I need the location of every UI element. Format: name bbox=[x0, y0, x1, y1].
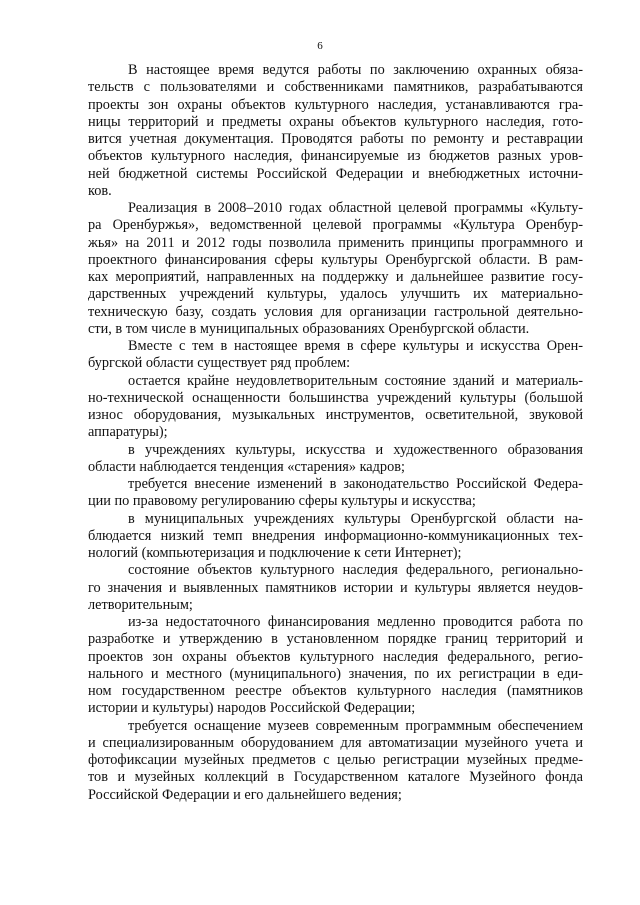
paragraph-line: износ оборудования, музыкальных инструментов, осветительной, звуковой bbox=[88, 407, 583, 423]
paragraph-line: требуется оснащение музеев современным программным обеспечением bbox=[128, 717, 583, 734]
paragraph-line: ках мероприятий, направленных на поддержку и дальнейшее развитие госу- bbox=[88, 269, 583, 285]
paragraph-line: требуется внесение изменений в законодательство Российской Федера- bbox=[128, 476, 583, 492]
paragraph-line: сти, в том числе в муниципальных образованиях Оренбургской области. bbox=[88, 320, 530, 337]
paragraph-line: ра Оренбуржья», ведомственной целевой программы «Культура Оренбур- bbox=[88, 217, 583, 234]
paragraph-line: ции по правовому регулированию сферы культуры и искусства; bbox=[88, 493, 476, 510]
paragraph-p6 bbox=[88, 476, 583, 511]
paragraph-line: из-за недостаточного финансирования медленно проводится работа по bbox=[128, 614, 583, 630]
paragraph-line: бургской области существует ряд проблем: bbox=[88, 355, 351, 372]
page-number: 6 bbox=[317, 40, 323, 52]
paragraph-line: проектного финансирования сферы культуры Оренбургской области. В рам- bbox=[88, 251, 583, 268]
paragraph-line: Российской Федерации и его дальнейшего ведения; bbox=[88, 786, 402, 803]
paragraph-line: объектов культурного наследия, финансируемые из бюджетов разных уров- bbox=[88, 148, 583, 165]
paragraph-line: аппаратуры); bbox=[88, 424, 168, 441]
paragraph-line: но-технической оснащенности большинства учреждений культуры (большой bbox=[88, 389, 583, 406]
paragraph-line: техническую базу, создать условия для организации гастрольной деятельно- bbox=[88, 303, 583, 320]
paragraph-line: тельств с пользователями и собственниками памятников, разрабатываются bbox=[88, 79, 583, 96]
paragraph-line: проекты зон охраны объектов культурного наследия, устанавливаются гра- bbox=[88, 96, 583, 113]
paragraph-line: ницы территорий и предметы охраны объектов культурного наследия, гото- bbox=[88, 113, 583, 130]
paragraph-line: вится учетная документация. Проводятся работы по ремонту и реставрации bbox=[88, 131, 583, 147]
paragraph-line: области наблюдается тенденция «старения» кадров; bbox=[88, 458, 405, 475]
paragraph-line: летворительным; bbox=[88, 596, 193, 613]
paragraph-line: жья» на 2011 и 2012 годы позволила применить принципы программного и bbox=[88, 234, 583, 251]
paragraph-line: и специализированным оборудованием для автоматизации музейного учета и bbox=[88, 734, 583, 751]
paragraph-line: го значения и выявленных памятников истории и культуры является неудов- bbox=[88, 579, 583, 596]
paragraph-line: блюдается низкий темп внедрения информационно-коммуникационных тех- bbox=[88, 527, 583, 544]
paragraph-line: разработке и утверждению в установленном порядке границ территорий и bbox=[88, 631, 583, 648]
paragraph-line: проектов зон охраны объектов культурного наследия федерального, регио- bbox=[88, 648, 583, 665]
paragraph-line: состояние объектов культурного наследия федерального, регионально- bbox=[128, 562, 583, 579]
paragraph-p4 bbox=[88, 373, 583, 442]
paragraph-line: истории и культуры) народов Российской Федерации; bbox=[88, 700, 416, 717]
paragraph-line: ней бюджетной системы Российской Федерации и внебюджетных источни- bbox=[88, 165, 583, 182]
paragraph-p10 bbox=[88, 718, 583, 804]
paragraph-line: нологий (компьютеризация и подключение к сети Интернет); bbox=[88, 545, 462, 561]
paragraph-p8 bbox=[88, 562, 583, 614]
paragraph-line: дарственных учреждений культуры, удалось улучшить их материально- bbox=[88, 286, 583, 303]
paragraph-line: фотофиксации музейных предметов с целью регистрации музейных предме- bbox=[88, 752, 583, 768]
paragraph-p9 bbox=[88, 614, 583, 718]
paragraph-line: тов и музейных коллекций в Государственном каталоге Музейного фонда bbox=[88, 769, 583, 786]
paragraph-line: остается крайне неудовлетворительным состояние зданий и материаль- bbox=[128, 372, 583, 389]
document-body bbox=[88, 62, 583, 804]
paragraph-line: Вместе с тем в настоящее время в сфере культуры и искусства Орен- bbox=[128, 338, 583, 354]
paragraph-line: ном государственном реестре объектов культурного наследия (памятников bbox=[88, 683, 583, 699]
paragraph-line: В настоящее время ведутся работы по заключению охранных обяза- bbox=[128, 62, 583, 78]
paragraph-line: ков. bbox=[88, 182, 112, 199]
paragraph-p1 bbox=[88, 62, 583, 200]
paragraph-line: нального и местного (муниципального) значения, по их регистрации в еди- bbox=[88, 665, 583, 682]
paragraph-line: Реализация в 2008–2010 годах областной целевой программы «Культу- bbox=[128, 200, 583, 216]
paragraph-line: в учреждениях культуры, искусства и художественного образования bbox=[128, 441, 583, 458]
paragraph-p2 bbox=[88, 200, 583, 338]
paragraph-p3 bbox=[88, 338, 583, 373]
paragraph-p5 bbox=[88, 442, 583, 477]
paragraph-line: в муниципальных учреждениях культуры Оренбургской области на- bbox=[128, 510, 583, 527]
paragraph-p7 bbox=[88, 511, 583, 563]
